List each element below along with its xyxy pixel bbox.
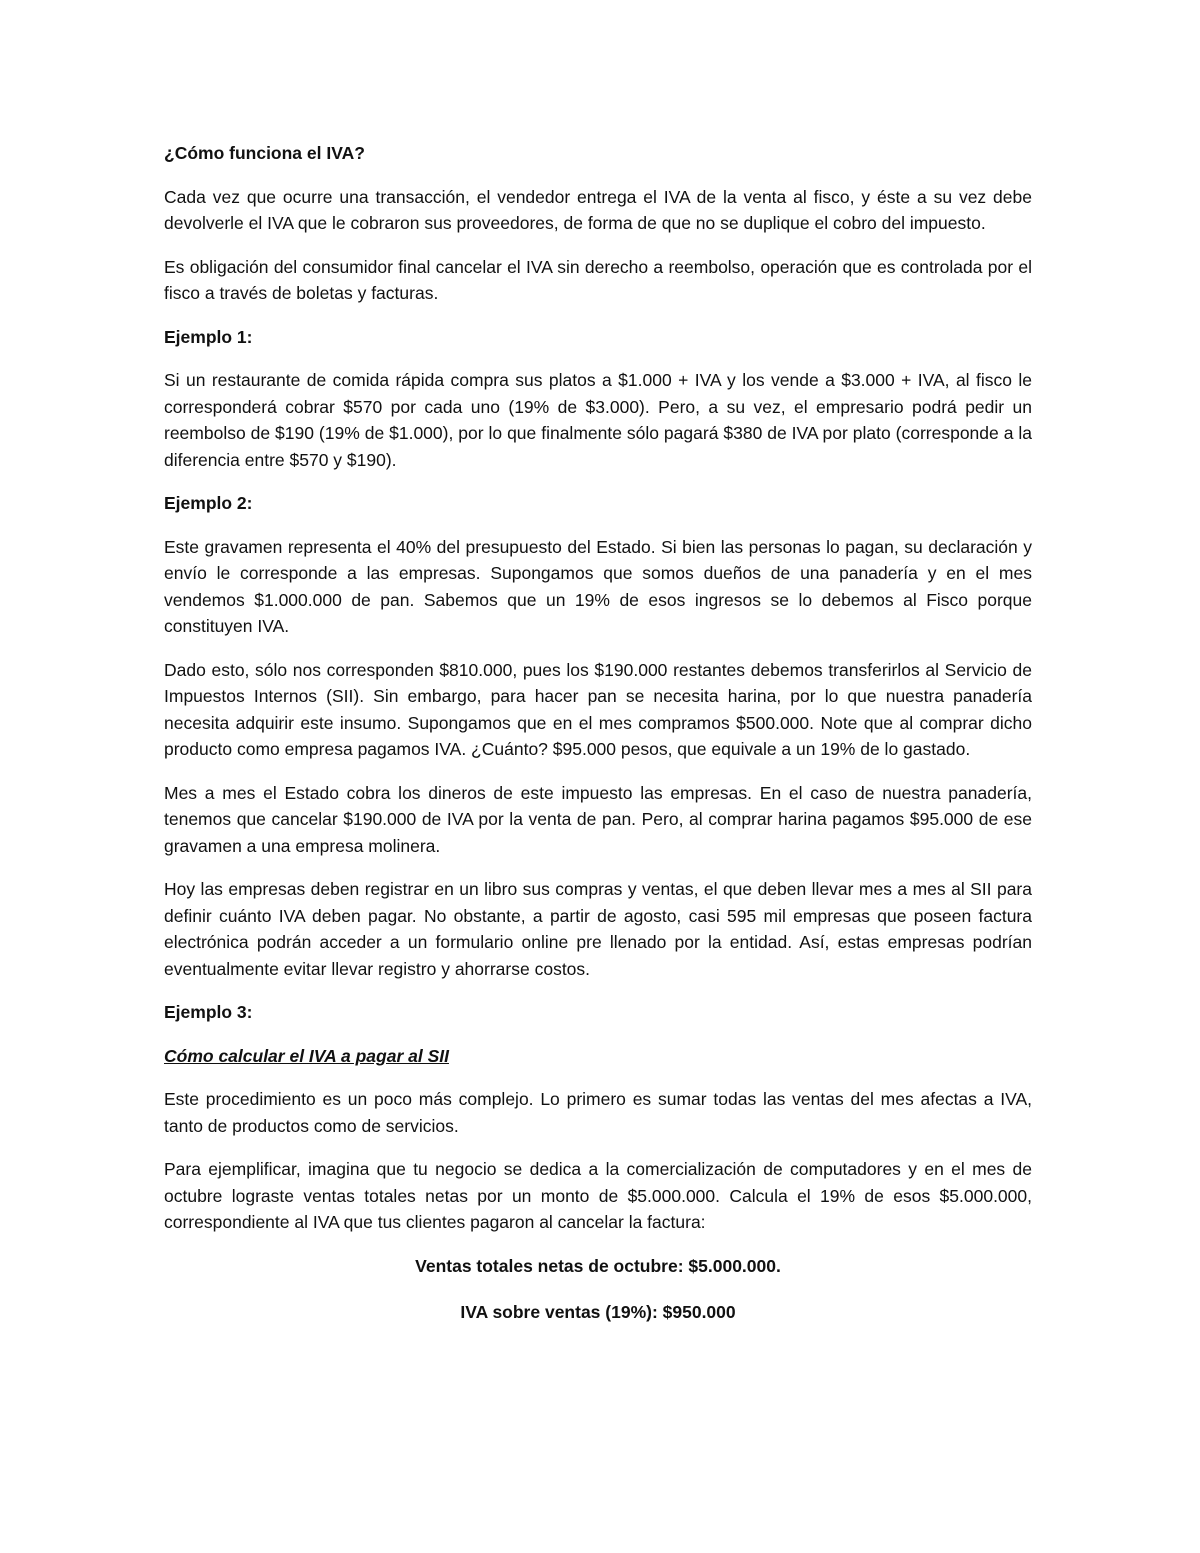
example3-subheading-line [164, 1043, 1032, 1070]
example3-subheading: Cómo calcular el IVA a pagar al SII [164, 1045, 449, 1066]
example2-heading: Ejemplo 2: [164, 493, 253, 513]
example2-paragraph-4: Hoy las empresas deben registrar en un libro sus compras y ventas, el que deben llevar mes a mes al SII para definir cuánto IVA deben pagar. No obstante, a partir de agosto, casi 595 mil empresas que poseen factura electrónica podrán acceder a un formulario online pre llenado por la entidad. Así, estas empresas podrían eventualmente evitar llevar registro y ahorrarse costos. [164, 879, 1032, 979]
document-page [164, 140, 1032, 1346]
example1-paragraph: Si un restaurante de comida rápida compra sus platos a $1.000 + IVA y los vende a $3.000 + IVA, al fisco le corresponderá cobrar $570 por cada uno (19% de $3.000). Pero, a su vez, el empresario podrá pedir un reembolso de $190 (19% de $1.000), por lo que finalmente sólo pagará $380 de IVA por plato (corresponde a la diferencia entre $570 y $190). [164, 370, 1032, 470]
example3-heading: Ejemplo 3: [164, 1002, 253, 1022]
sales-total-line: Ventas totales netas de octubre: $5.000.000. [415, 1255, 781, 1276]
example2-paragraph-2: Dado esto, sólo nos corresponden $810.000, pues los $190.000 restantes debemos transferirlos al Servicio de Impuestos Internos (SII). Sin embargo, para hacer pan se necesita harina, por lo que nuestra panadería necesita adquirir este insumo. Supongamos que en el mes compramos $500.000. Note que al comprar dicho producto como empresa pagamos IVA. ¿Cuánto? $95.000 pesos, que equivale a un 19% de lo gastado. [164, 659, 1032, 759]
example2-paragraph-1: Este gravamen representa el 40% del presupuesto del Estado. Si bien las personas lo pagan, su declaración y envío le corresponde a las empresas. Supongamos que somos dueños de una panadería y en el mes vendemos $1.000.000 de pan. Sabemos que un 19% de esos ingresos se lo debemos al Fisco porque constituyen IVA. [164, 536, 1032, 636]
example3-paragraph-1: Este procedimiento es un poco más complejo. Lo primero es sumar todas las ventas del mes afectas a IVA, tanto de productos como de servicios. [164, 1089, 1032, 1136]
example2-paragraph-3: Mes a mes el Estado cobra los dineros de este impuesto las empresas. En el caso de nuestra panadería, tenemos que cancelar $190.000 de IVA por la venta de pan. Pero, al comprar harina pagamos $95.000 de ese gravamen a una empresa molinera. [164, 782, 1032, 856]
example1-heading: Ejemplo 1: [164, 326, 253, 347]
example3-paragraph-2: Para ejemplificar, imagina que tu negocio se dedica a la comercialización de computadores y en el mes de octubre lograste ventas totales netas por un monto de $5.000.000. Calcula el 19% de esos $5.000.000, correspondiente al IVA que tus clientes pagaron al cancelar la factura: [164, 1159, 1032, 1232]
document-title: ¿Cómo funciona el IVA? [164, 143, 365, 163]
intro-paragraph-1: Cada vez que ocurre una transacción, el vendedor entrega el IVA de la venta al fisco, y éste a su vez debe devolverle el IVA que le cobraron sus proveedores, de forma de que no se duplique el cobro del impuesto. [164, 186, 1032, 233]
intro-paragraph-2: Es obligación del consumidor final cancelar el IVA sin derecho a reembolso, operación que es controlada por el fisco a través de boletas y facturas. [164, 256, 1032, 303]
iva-sales-line: IVA sobre ventas (19%): $950.000 [460, 1302, 736, 1322]
